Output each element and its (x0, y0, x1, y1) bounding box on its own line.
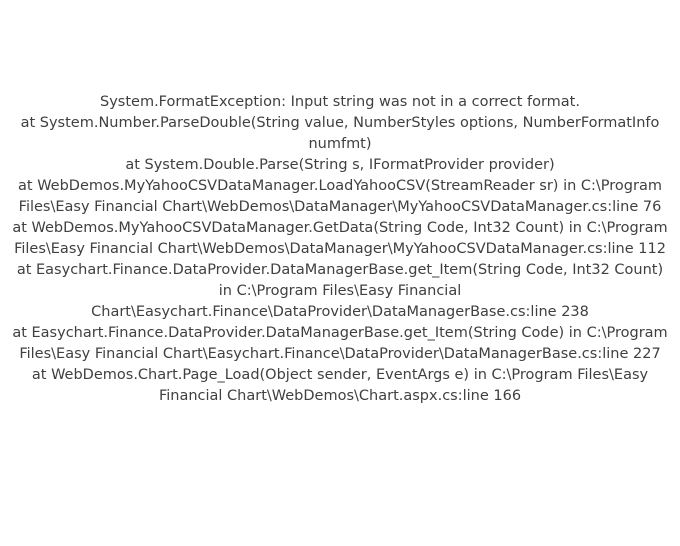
stack-trace-line: at Easychart.Finance.DataProvider.DataManagerBase.get_Item(String Code, Int32 Count) in C:\Program Files\Easy Financial Chart\Easychart.Finance\DataProvider\DataManagerBase.cs:line 238 (16, 262, 668, 320)
stack-trace-line: System.FormatException: Input string was not in a correct format. (100, 94, 580, 110)
stack-trace-line: at Easychart.Finance.DataProvider.DataManagerBase.get_Item(String Code) in C:\Program Files\Easy Financial Chart\Easychart.Finance\DataProvider\DataManagerBase.cs:line 227 (12, 325, 673, 362)
stack-trace-line: at WebDemos.Chart.Page_Load(Object sender, EventArgs e) in C:\Program Files\Easy Financial Chart\WebDemos\Chart.aspx.cs:line 166 (31, 367, 653, 404)
exception-stack-trace (0, 92, 680, 407)
stack-trace-line: at WebDemos.MyYahooCSVDataManager.GetData(String Code, Int32 Count) in C:\Program Files\Easy Financial Chart\WebDemos\DataManager\MyYahooCSVDataManager.cs:line 112 (12, 220, 673, 257)
stack-trace-line: at System.Double.Parse(String s, IFormatProvider provider) (125, 157, 555, 173)
stack-trace-line: at System.Number.ParseDouble(String value, NumberStyles options, NumberFormatInfo numfmt) (20, 115, 664, 152)
stack-trace-line: at WebDemos.MyYahooCSVDataManager.LoadYahooCSV(StreamReader sr) in C:\Program Files\Easy Financial Chart\WebDemos\DataManager\MyYahooCSVDataManager.cs:line 76 (18, 178, 667, 215)
